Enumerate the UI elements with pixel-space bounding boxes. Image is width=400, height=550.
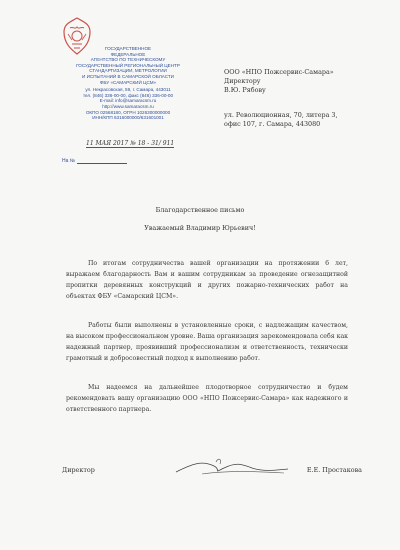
org-line: ГОСУДАРСТВЕННЫЙ РЕГИОНАЛЬНЫЙ ЦЕНТР <box>76 62 180 68</box>
org-line: И ИСПЫТАНИЙ В САМАРСКОЙ ОБЛАСТИ <box>82 73 174 79</box>
signatory-title: Директор <box>62 466 95 474</box>
body-paragraph: По итогам сотрудничества вашей организации на протяжении 6 лет, выражаем благодарность Вам и вашим сотрудникам за проведение огнезащитной пропитки деревянных конструкций и других пожарно-технических работ на объектах ФБУ «Самарский ЦСМ». <box>66 260 348 300</box>
org-line: СТАНДАРТИЗАЦИИ, МЕТРОЛОГИИ <box>89 68 167 74</box>
salutation: Уважаемый Владимир Юрьевич! <box>144 224 256 232</box>
org-line: ФЕДЕРАЛЬНОЕ <box>110 51 146 57</box>
contact-line: ул. Некрасовская, 59, г. Самара, 443011 <box>85 87 171 93</box>
signatory-name: Е.Е. Простакова <box>306 466 362 474</box>
letter-type-heading: Благодарственное письмо <box>155 206 245 214</box>
letter-body <box>66 320 348 364</box>
organization-name <box>58 46 198 85</box>
body-paragraph: Работы были выполнены в установленные сроки, с надлежащим качеством, на высоком профессиональном уровне. Ваша организация зарекомендовала себя как надежный партнер, проявивший профессионализм и ответственность, технически грамотный и добросовестный подход к выполнению работ. <box>66 322 348 362</box>
handwritten-signature <box>172 454 292 480</box>
addressee-block <box>224 68 390 129</box>
reference-blank <box>77 163 127 164</box>
addressee-position: Директору <box>224 77 261 85</box>
signature-block <box>62 458 362 488</box>
body-paragraph: Мы надеемся на дальнейшее плодотворное сотрудничество и будем рекомендовать вашу организацию ООО «НПО Пожсервис-Самара» как надежного и ответственного партнера. <box>66 384 348 413</box>
contact-line: тел. (846) 336-00-00, факс (846) 336-00-00 <box>82 92 174 98</box>
reference-line <box>62 158 142 164</box>
contact-line: ОКПО 02568180, ОГРН 1026300000000 <box>85 109 171 115</box>
letter-body <box>66 258 348 302</box>
addressee-address-line: ул. Революционная, 70, литера 3, <box>224 111 338 119</box>
date-number-value: 11 МАЯ 2017 № 18 - 31/ 911 <box>86 140 175 147</box>
contact-line: http://www.samaracsm.ru <box>102 103 154 109</box>
registration-date-number <box>86 140 226 148</box>
addressee-company: ООО «НПО Пожсервис-Самара» <box>224 68 334 76</box>
letterhead-block <box>58 46 198 121</box>
contact-details <box>58 87 198 121</box>
org-line: ГОСУДАРСТВЕННОЕ <box>104 46 152 51</box>
contact-line: E-mail: info@samaracsm.ru <box>99 98 157 104</box>
org-line: АГЕНТСТВО ПО ТЕХНИЧЕСКОМУ <box>90 57 166 63</box>
addressee-name: В.Ю. Рябову <box>224 86 266 94</box>
letter-body <box>66 382 348 415</box>
addressee-address-line: офис 107, г. Самара, 443080 <box>224 120 321 128</box>
contact-line: ИНН/КПП 6316000000/631601001 <box>92 115 164 121</box>
reference-prefix: На № <box>62 158 76 164</box>
org-line: ФБУ «САМАРСКИЙ ЦСМ» <box>99 79 157 85</box>
